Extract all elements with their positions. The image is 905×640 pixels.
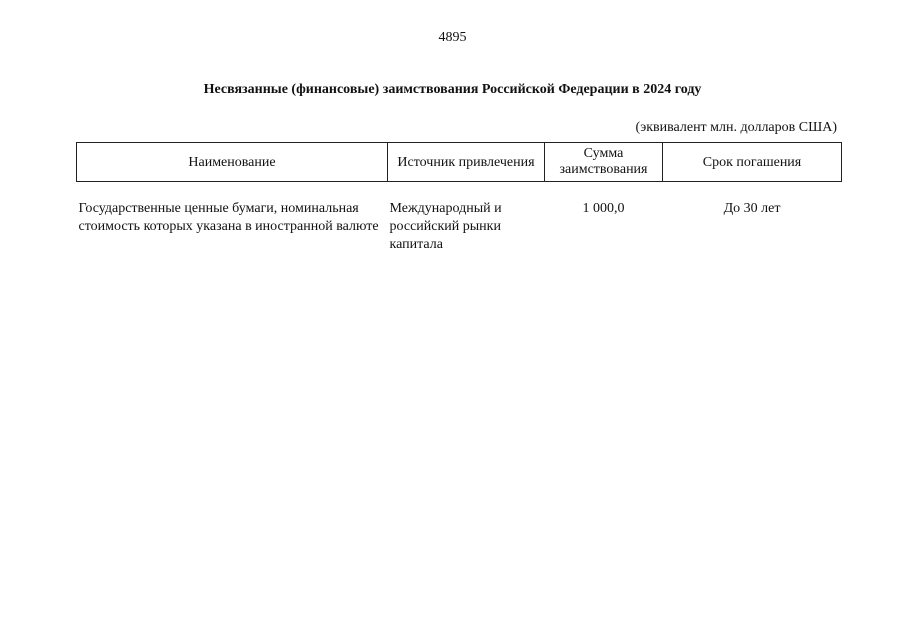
page-number: 4895 <box>438 30 467 45</box>
table-row <box>77 200 842 254</box>
header-source: Источник привлечения <box>388 143 545 182</box>
cell-sum: 1 000,0 <box>582 201 625 216</box>
header-sum <box>545 143 663 182</box>
table-body <box>77 182 842 255</box>
table-header <box>77 143 842 182</box>
units-note: (эквивалент млн. долларов США) <box>635 120 837 135</box>
cell-term: До 30 лет <box>723 201 781 216</box>
spacer-cell <box>77 182 842 201</box>
header-sum-line2: заимствования <box>559 162 648 177</box>
header-name: Наименование <box>77 143 388 182</box>
cell-name: Государственные ценные бумаги, номинальная стоимость которых указана в иностранной валюте <box>78 201 379 234</box>
cell-source: Международный и российский рынки капитала <box>389 201 502 252</box>
header-sum-line1: Сумма <box>583 146 624 161</box>
borrowings-table <box>76 142 842 254</box>
header-term: Срок погашения <box>663 143 842 182</box>
document-title: Несвязанные (финансовые) заимствования Российской Федерации в 2024 году <box>203 82 702 97</box>
header-row <box>77 143 842 182</box>
spacer-row <box>77 182 842 201</box>
